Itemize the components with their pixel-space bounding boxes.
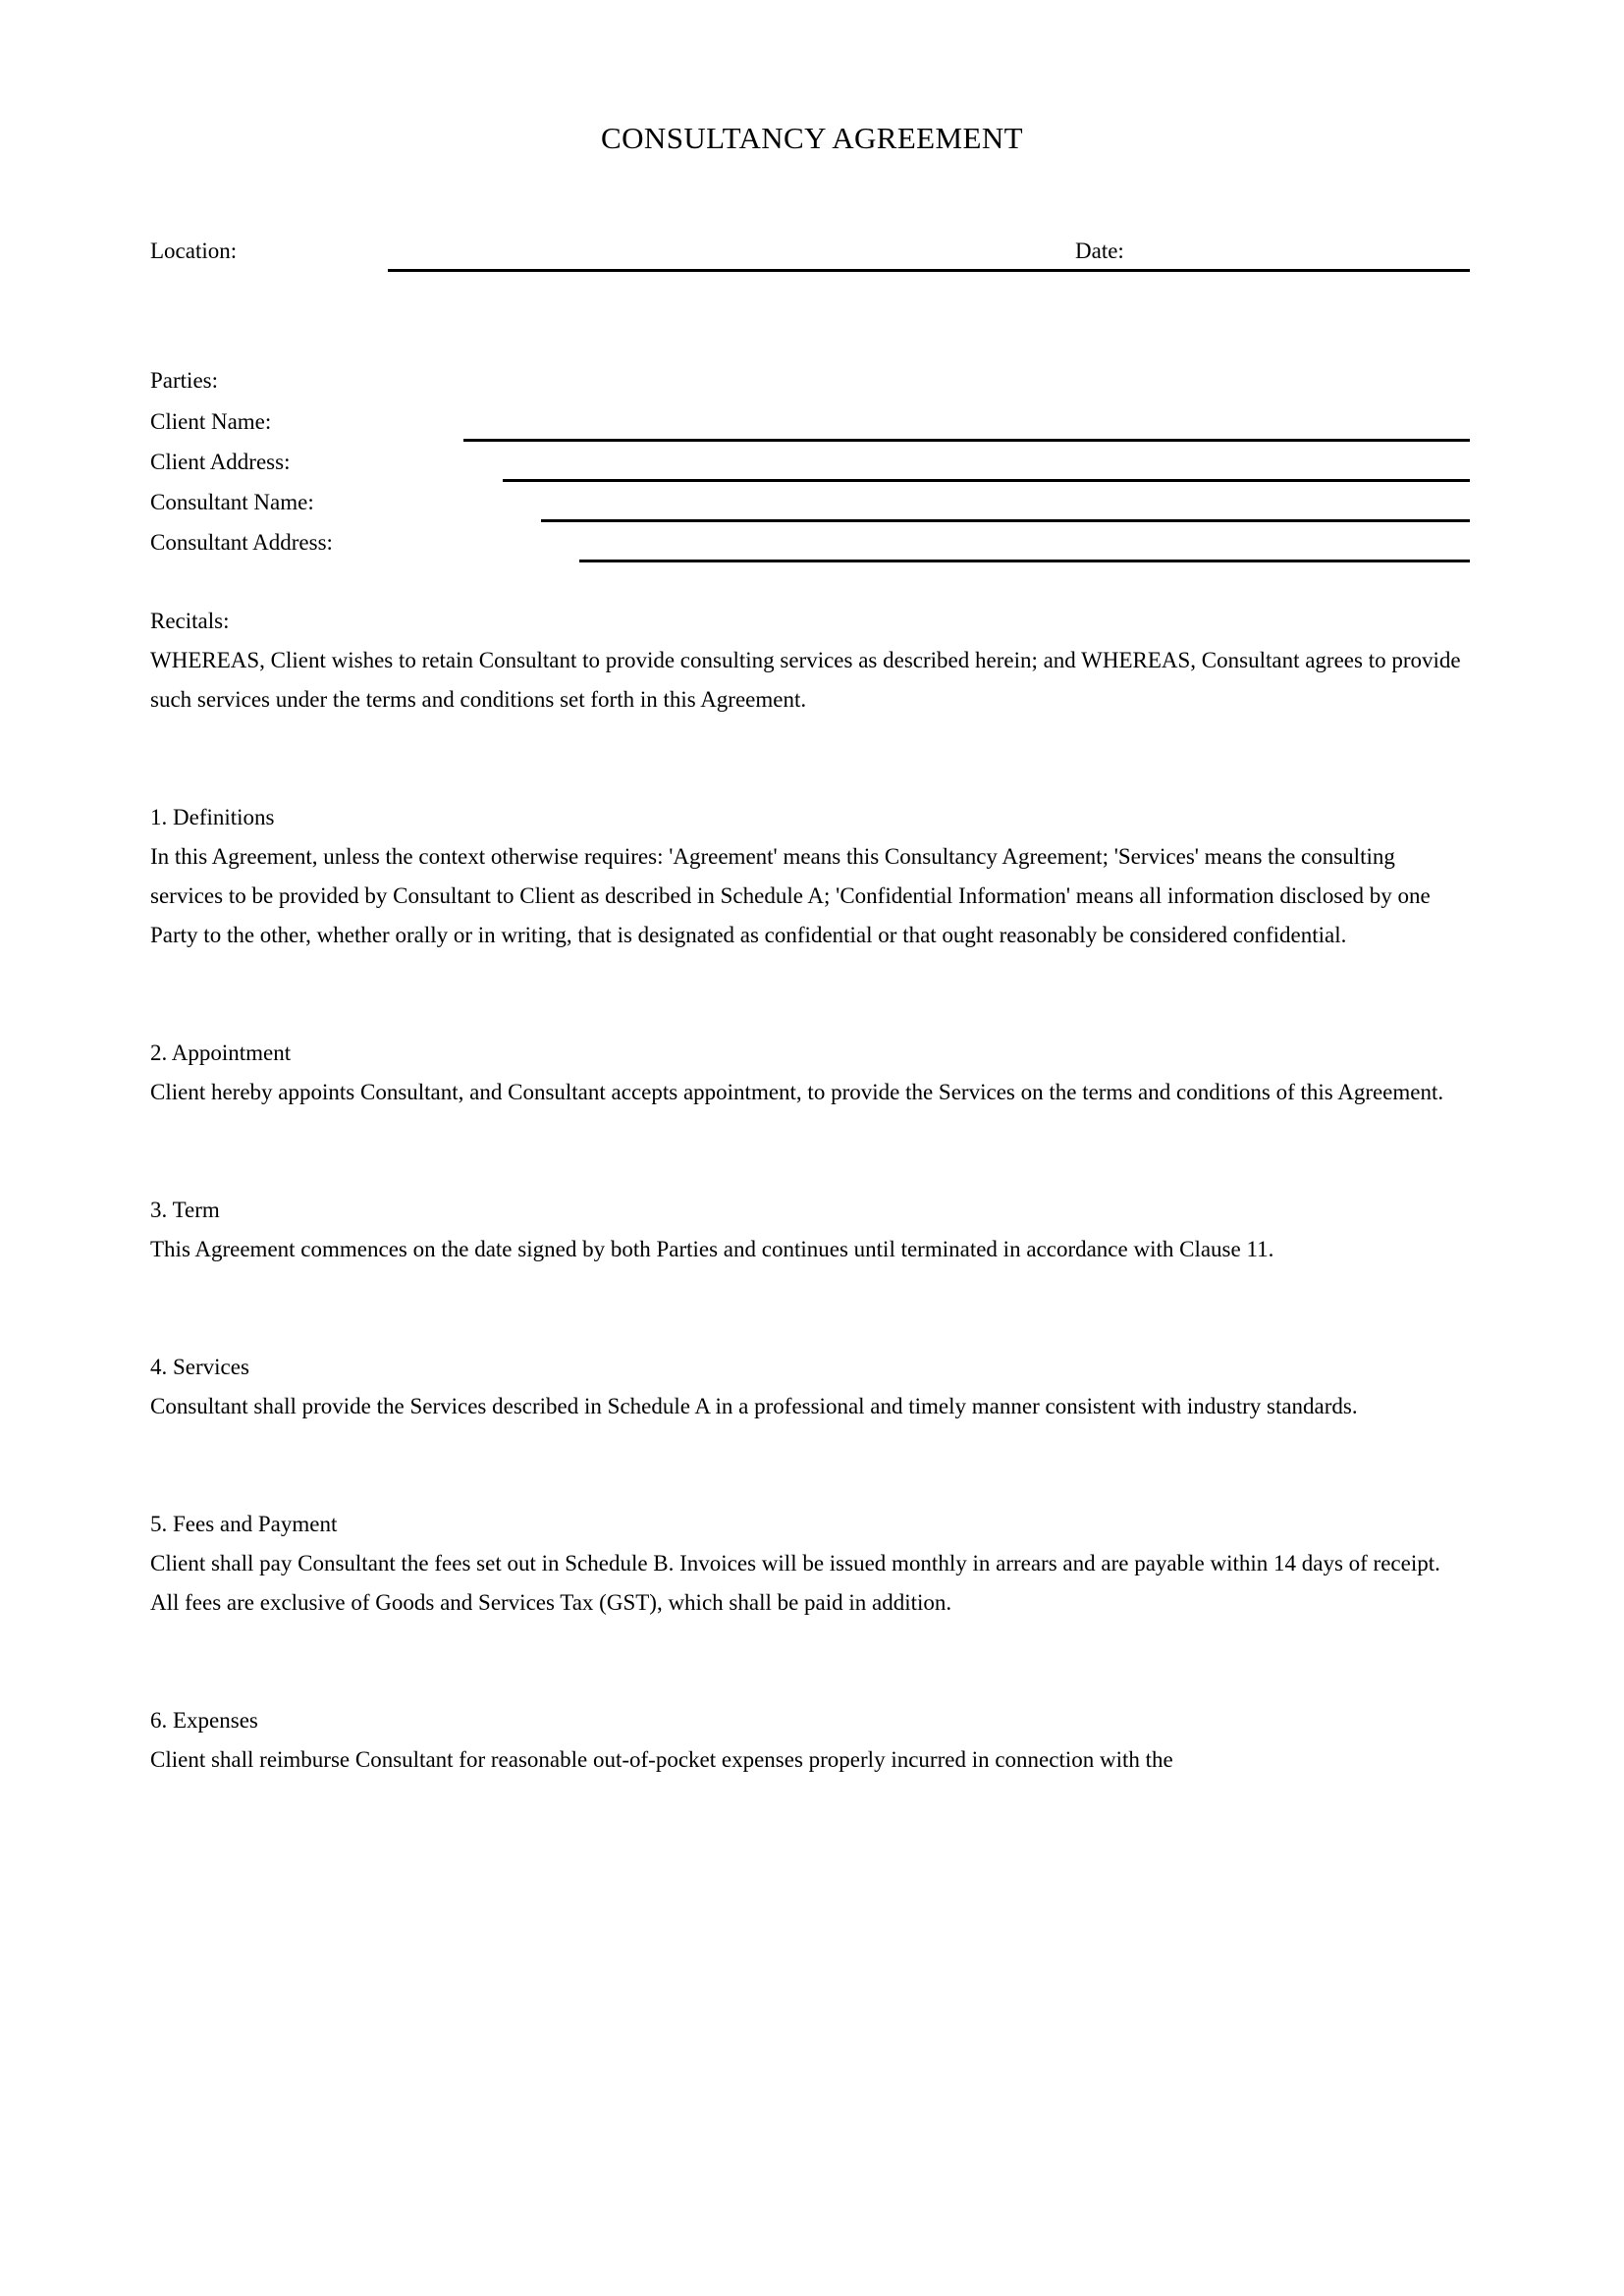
section-heading: 5. Fees and Payment <box>150 1512 338 1536</box>
party-field-client-address <box>150 447 1470 478</box>
recitals-heading: Recitals: <box>150 609 230 633</box>
document-body <box>150 602 1471 1780</box>
party-field-consultant-address <box>150 527 1470 559</box>
spacer <box>150 1112 1471 1191</box>
spacer <box>150 720 1471 798</box>
spacer <box>150 955 1471 1034</box>
section-text: Client shall pay Consultant the fees set out in Schedule B. Invoices will be issued monthly in arrears and are payable within 14 days of receipt. All fees are exclusive of Goods and Services Tax (GST), which shall be paid in addition. <box>150 1551 1440 1615</box>
parties-block <box>150 365 1470 559</box>
recitals-text: WHEREAS, Client wishes to retain Consultant to provide consulting services as described herein; and WHEREAS, Consultant agrees to provide such services under the terms and conditions set forth in this Agreement. <box>150 648 1461 712</box>
parties-heading: Parties: <box>150 368 218 393</box>
location-date-fill-line[interactable] <box>388 269 1470 272</box>
client-name-fill-line[interactable] <box>463 439 1470 442</box>
page-title: CONSULTANCY AGREEMENT <box>601 121 1023 155</box>
consultant-address-label: Consultant Address: <box>150 530 333 555</box>
section-expenses <box>150 1701 1471 1780</box>
section-text: In this Agreement, unless the context otherwise requires: 'Agreement' means this Consultancy Agreement; 'Services' means the consulting services to be provided by Consultant to Client as described in Schedule A; 'Confidential Information' means all information disclosed by one Party to the other, whether orally or in writing, that is designated as confidential or that ought reasonably be considered confidential. <box>150 844 1431 947</box>
consultant-name-label: Consultant Name: <box>150 490 314 514</box>
client-name-label: Client Name: <box>150 409 272 434</box>
location-label: Location: <box>150 239 238 263</box>
party-field-client-name <box>150 406 1470 438</box>
section-services <box>150 1348 1471 1426</box>
recitals-block <box>150 602 1471 720</box>
section-heading: 4. Services <box>150 1355 249 1379</box>
spacer <box>150 1269 1471 1348</box>
section-fees-and-payment <box>150 1505 1471 1623</box>
client-address-fill-line[interactable] <box>503 479 1470 482</box>
client-address-label: Client Address: <box>150 450 291 474</box>
section-heading: 2. Appointment <box>150 1041 292 1065</box>
section-text: This Agreement commences on the date signed by both Parties and continues until terminated in accordance with Clause 11. <box>150 1237 1274 1261</box>
section-text: Client shall reimburse Consultant for reasonable out-of-pocket expenses properly incurred in connection with the <box>150 1747 1173 1772</box>
consultant-name-fill-line[interactable] <box>541 519 1470 522</box>
date-label: Date: <box>1075 236 1130 267</box>
section-heading: 1. Definitions <box>150 805 275 829</box>
location-date-row <box>150 236 1470 285</box>
section-appointment <box>150 1034 1471 1112</box>
consultant-address-fill-line[interactable] <box>579 560 1470 562</box>
spacer <box>150 1623 1471 1701</box>
section-heading: 3. Term <box>150 1198 220 1222</box>
section-term <box>150 1191 1471 1269</box>
spacer <box>150 1426 1471 1505</box>
section-text: Client hereby appoints Consultant, and Consultant accepts appointment, to provide the Services on the terms and conditions of this Agreement. <box>150 1080 1444 1104</box>
section-heading: 6. Expenses <box>150 1708 258 1733</box>
section-text: Consultant shall provide the Services described in Schedule A in a professional and timely manner consistent with industry standards. <box>150 1394 1358 1418</box>
party-field-consultant-name <box>150 487 1470 518</box>
section-definitions <box>150 798 1471 955</box>
